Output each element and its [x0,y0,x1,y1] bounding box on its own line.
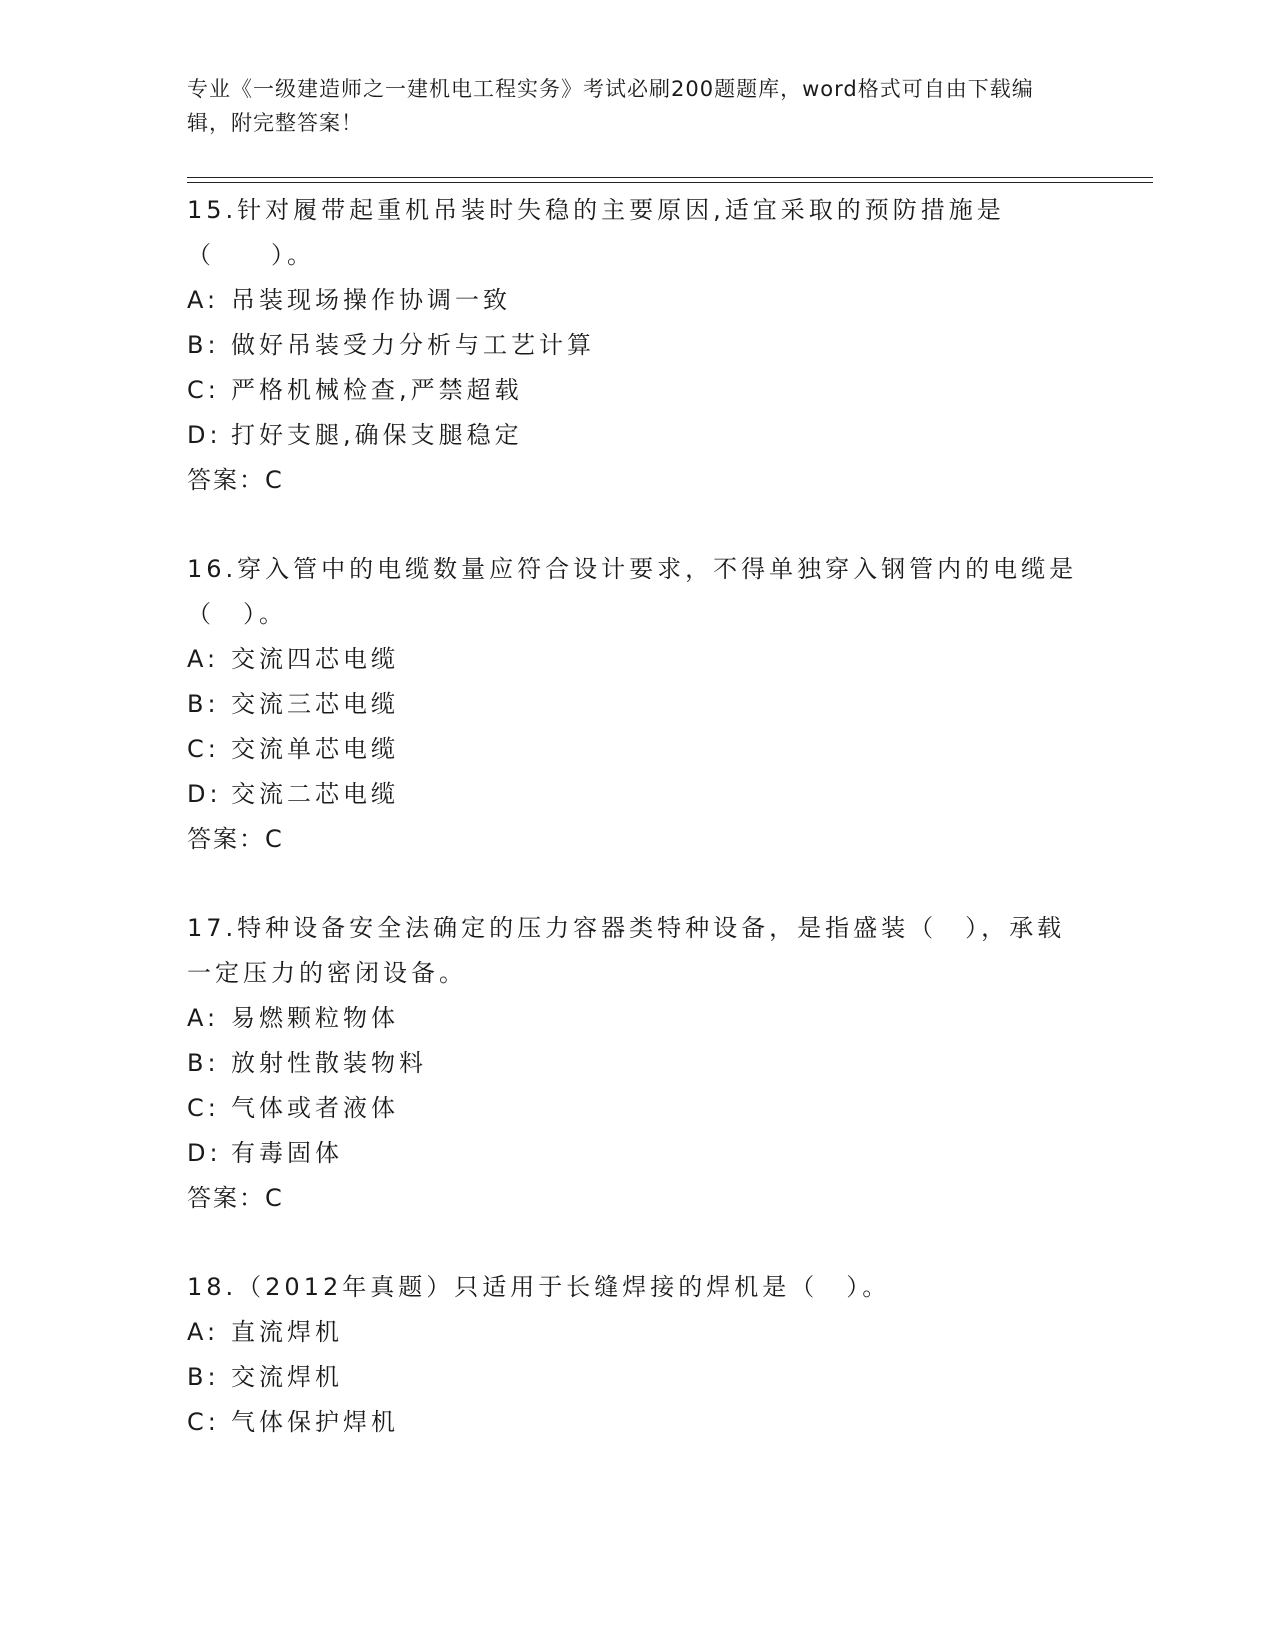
option-key: B: [187,331,220,359]
option-b [187,1355,1087,1400]
option-text: 直流焊机 [231,1318,343,1346]
header-divider-bottom [187,182,1153,183]
option-key: D: [187,421,222,449]
option-c [187,1086,1087,1131]
option-text: 打好支腿,确保支腿稳定 [231,421,523,449]
option-b [187,1041,1087,1086]
option-key: A: [187,1318,220,1346]
option-text: 放射性散装物料 [231,1049,427,1077]
document-header: 专业《一级建造师之一建机电工程实务》考试必刷200题题库，word格式可自由下载编辑，附完整答案！ [187,77,1034,135]
option-a [187,1310,1087,1355]
option-a [187,278,1087,323]
option-key: B: [187,1363,220,1391]
question-17 [187,906,1087,1221]
option-key: D: [187,780,222,808]
option-b [187,323,1087,368]
option-key: C: [187,376,220,404]
option-text: 气体或者液体 [231,1094,399,1122]
option-c [187,1400,1087,1445]
option-key: A: [187,1004,220,1032]
answer-line: 答案：C [187,1184,284,1212]
option-text: 做好吊装受力分析与工艺计算 [231,331,595,359]
option-d [187,413,1087,458]
option-text: 交流三芯电缆 [231,690,399,718]
answer-line: 答案：C [187,466,284,494]
question-18 [187,1265,1087,1445]
question-stem: 18.（2012年真题）只适用于长缝焊接的焊机是（ ）。 [187,1273,891,1301]
option-key: C: [187,735,220,763]
question-stem: 15.针对履带起重机吊装时失稳的主要原因,适宜采取的预防措施是（ ）。 [187,196,1005,269]
question-stem: 16.穿入管中的电缆数量应符合设计要求，不得单独穿入钢管内的电缆是（ ）。 [187,555,1078,628]
option-text: 交流四芯电缆 [231,645,399,673]
question-15 [187,188,1087,503]
option-text: 交流焊机 [231,1363,343,1391]
option-c [187,368,1087,413]
option-key: C: [187,1094,220,1122]
option-text: 有毒固体 [231,1139,343,1167]
option-text: 交流单芯电缆 [231,735,399,763]
option-b [187,682,1087,727]
option-d [187,772,1087,817]
option-key: B: [187,690,220,718]
option-key: A: [187,286,220,314]
option-text: 吊装现场操作协调一致 [231,286,511,314]
header-divider-top [187,177,1153,178]
answer-line: 答案：C [187,825,284,853]
option-text: 交流二芯电缆 [231,780,399,808]
option-key: D: [187,1139,222,1167]
option-c [187,727,1087,772]
question-stem: 17.特种设备安全法确定的压力容器类特种设备，是指盛装（ ），承载一定压力的密闭设备。 [187,914,1066,987]
option-text: 易燃颗粒物体 [231,1004,399,1032]
option-text: 严格机械检查,严禁超载 [231,376,523,404]
question-16 [187,547,1087,862]
question-list [187,188,1087,1489]
option-a [187,637,1087,682]
option-key: A: [187,645,220,673]
option-d [187,1131,1087,1176]
option-key: C: [187,1408,220,1436]
option-text: 气体保护焊机 [231,1408,399,1436]
option-a [187,996,1087,1041]
option-key: B: [187,1049,220,1077]
